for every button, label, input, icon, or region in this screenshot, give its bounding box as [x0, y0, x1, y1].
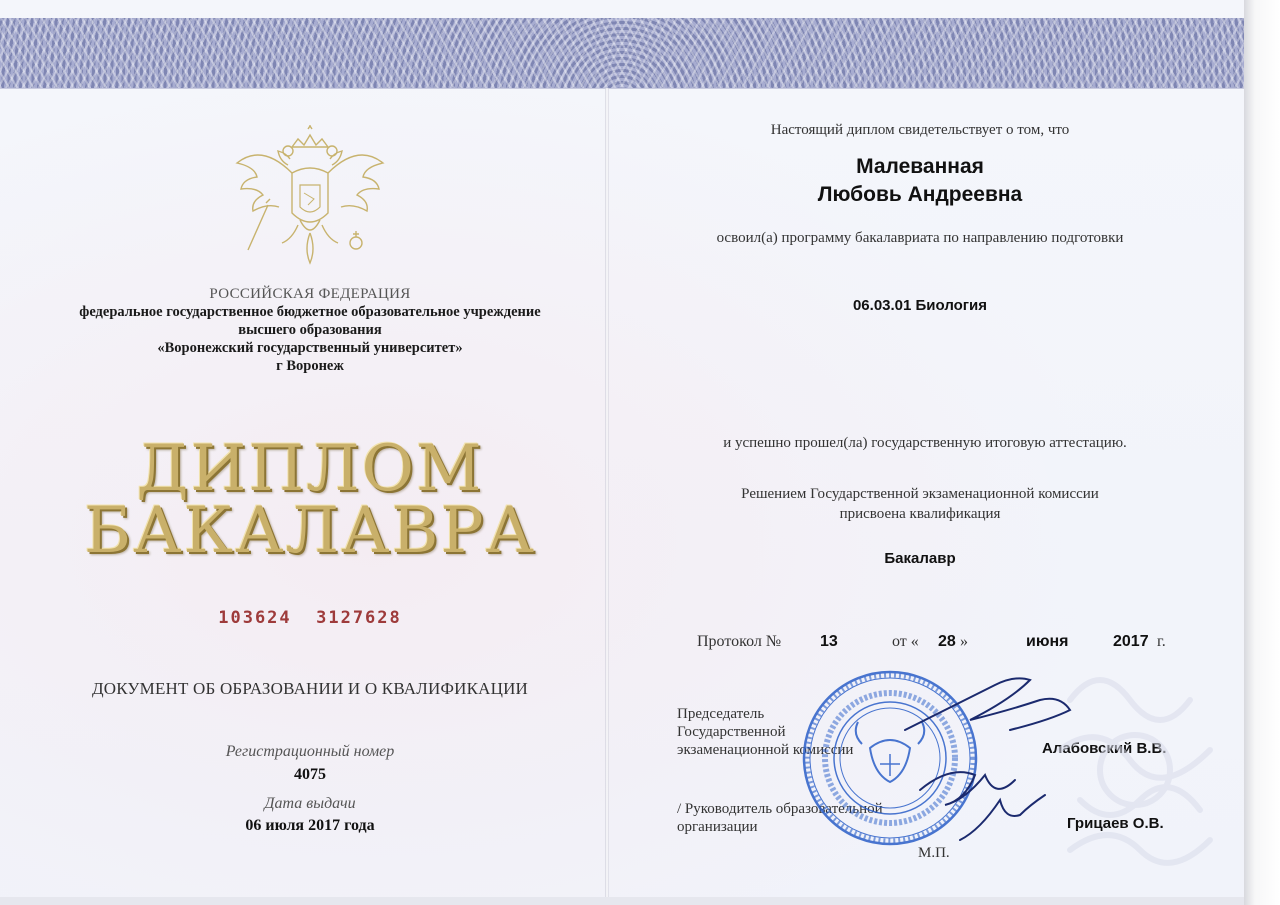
chair-title-line-2: Государственной [677, 724, 786, 740]
institution-city: г Воронеж [276, 358, 344, 374]
registration-label: Регистрационный номер [225, 743, 395, 760]
certification-intro: Настоящий диплом свидетельствует о том, что [770, 122, 1070, 138]
diploma-title-line-2: БАКАЛАВРА [84, 494, 536, 568]
institution-line-2: высшего образования [238, 322, 382, 338]
head-name: Грицаев О.В. [1067, 815, 1164, 832]
institution-name: «Воронежский государственный университет» [157, 340, 463, 356]
head-title-line-2: организации [677, 819, 758, 835]
attestation-statement: и успешно прошел(ла) государственную итоговую аттестацию. [723, 435, 1127, 451]
commission-decision-line-1: Решением Государственной экзаменационной комиссии [741, 486, 1099, 502]
document-type: ДОКУМЕНТ ОБ ОБРАЗОВАНИИ И О КВАЛИФИКАЦИИ [91, 679, 529, 698]
issue-date: 06 июля 2017 года [245, 817, 375, 834]
protocol-label: Протокол № [697, 633, 782, 650]
protocol-year-suffix: г. [1157, 633, 1166, 650]
scan-right-edge [1244, 0, 1280, 905]
program-code-name: 06.03.01 Биология [852, 297, 988, 314]
institution-line-1: федеральное государственное бюджетное образовательное учреждение [79, 304, 541, 320]
graduate-surname: Малеванная [856, 155, 984, 178]
chair-title-line-3: экзаменационной комиссии [677, 742, 854, 758]
program-statement: освоил(а) программу бакалавриата по направлению подготовки [716, 230, 1124, 246]
signature-icon [900, 670, 1100, 870]
guilloche-border [0, 18, 1244, 89]
protocol-close-quote: » [960, 633, 968, 650]
protocol-from: от « [892, 633, 919, 650]
protocol-month: июня [1026, 633, 1069, 650]
scan-bottom-edge [0, 897, 1244, 905]
chair-name: Алабовский В.В. [1042, 740, 1167, 757]
stamp-place-mark: М.П. [918, 845, 950, 861]
issue-date-label: Дата выдачи [264, 795, 356, 812]
chair-title-line-1: Председатель [677, 706, 765, 722]
russian-coat-of-arms-icon [230, 125, 390, 270]
protocol-number: 13 [820, 633, 838, 650]
protocol-year: 2017 [1113, 633, 1149, 650]
head-title-line-1: / Руководитель образовательной [677, 801, 883, 817]
qualification: Бакалавр [884, 550, 956, 567]
diploma-title-line-1: ДИПЛОМ [136, 432, 484, 506]
graduate-given-names: Любовь Андреевна [817, 183, 1023, 206]
page-fold [605, 88, 609, 905]
protocol-day: 28 [938, 633, 956, 650]
registration-number: 4075 [294, 766, 326, 783]
country-name: РОССИЙСКАЯ ФЕДЕРАЦИЯ [209, 286, 411, 302]
commission-decision-line-2: присвоена квалификация [839, 506, 1001, 522]
diploma-serial-number: 103624 3127628 [218, 608, 402, 628]
